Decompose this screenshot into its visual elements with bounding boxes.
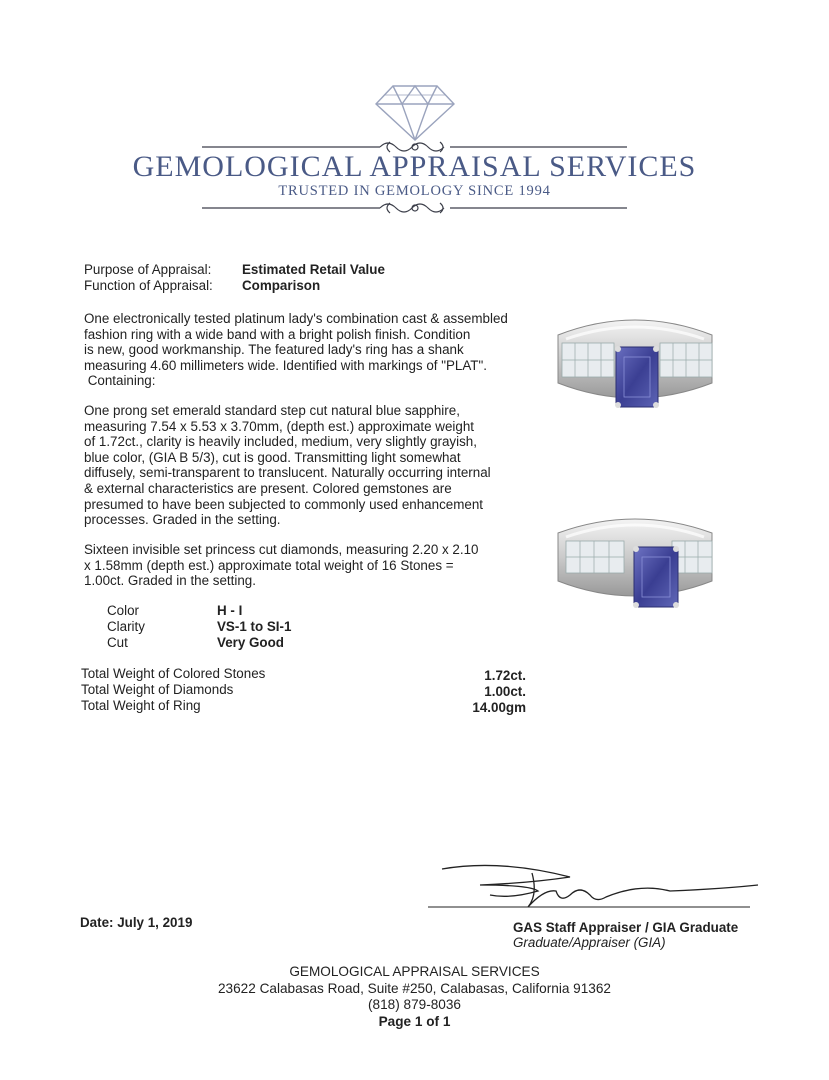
grade-value-clarity: VS-1 to SI-1 — [217, 619, 292, 634]
total-label-ring: Total Weight of Ring — [81, 698, 201, 713]
text-line: is new, good workmanship. The featured lady's ring has a shank — [84, 342, 464, 358]
text-line: processes. Graded in the setting. — [84, 512, 281, 528]
total-value-ring: 14.00gm — [472, 700, 526, 715]
appraisal-date: Date: July 1, 2019 — [80, 915, 193, 930]
page-number: Page 1 of 1 — [378, 1014, 451, 1029]
text-line: Containing: — [84, 373, 156, 389]
text-line: One prong set emerald standard step cut natural blue sapphire, — [84, 403, 460, 418]
total-label-colored-stones: Total Weight of Colored Stones — [81, 666, 266, 681]
description-paragraph-ring — [84, 311, 524, 389]
ring-photo-bottom — [552, 505, 718, 615]
footer-company: GEMOLOGICAL APPRAISAL SERVICES — [289, 964, 540, 979]
text-line: measuring 4.60 millimeters wide. Identified with markings of "PLAT". — [84, 357, 487, 373]
text-line: 1.00ct. Graded in the setting. — [84, 573, 256, 589]
scroll-ornament-icon — [202, 203, 627, 213]
grade-label-cut: Cut — [107, 635, 128, 650]
text-line: Sixteen invisible set princess cut diamonds, measuring 2.20 x 2.10 — [84, 542, 479, 557]
appraiser-subtitle: Graduate/Appraiser (GIA) — [513, 935, 666, 950]
grade-value-color: H - I — [217, 603, 243, 618]
grade-label-color: Color — [107, 603, 139, 618]
function-label: Function of Appraisal: — [84, 278, 213, 293]
text-line: x 1.58mm (depth est.) approximate total weight of 16 Stones = — [84, 557, 454, 573]
description-paragraph-sapphire — [84, 403, 524, 528]
purpose-label: Purpose of Appraisal: — [84, 262, 212, 277]
footer-phone: (818) 879-8036 — [368, 997, 461, 1012]
text-line: of 1.72ct., clarity is heavily included, medium, very slightly grayish, — [84, 434, 477, 450]
description-paragraph-diamonds — [84, 542, 524, 589]
footer-address: 23622 Calabasas Road, Suite #250, Calabasas, California 91362 — [218, 981, 611, 996]
total-value-colored-stones: 1.72ct. — [484, 668, 526, 683]
appraiser-title: GAS Staff Appraiser / GIA Graduate — [513, 920, 739, 935]
text-line: diffusely, semi-transparent to translucent. Naturally occurring internal — [84, 465, 491, 481]
text-line: presumed to have been subjected to commonly used enhancement — [84, 496, 483, 512]
text-line: & external characteristics are present. Colored gemstones are — [84, 480, 452, 496]
total-value-diamonds: 1.00ct. — [484, 684, 526, 699]
text-line: One electronically tested platinum lady's combination cast & assembled — [84, 311, 508, 326]
function-value: Comparison — [242, 278, 321, 293]
diamond-logo-icon — [376, 86, 454, 140]
company-name: GEMOLOGICAL APPRAISAL SERVICES — [132, 150, 697, 183]
grade-value-cut: Very Good — [217, 635, 284, 650]
signature-scribble — [420, 855, 760, 915]
text-line: blue color, (GIA B 5/3), cut is good. Transmitting light somewhat — [84, 449, 461, 465]
total-label-diamonds: Total Weight of Diamonds — [81, 682, 234, 697]
company-tagline: TRUSTED IN GEMOLOGY SINCE 1994 — [278, 183, 551, 199]
purpose-value: Estimated Retail Value — [242, 262, 385, 277]
text-line: fashion ring with a wide band with a bright polish finish. Condition — [84, 326, 471, 342]
ring-photo-top — [552, 305, 718, 415]
grade-label-clarity: Clarity — [107, 619, 145, 634]
text-line: measuring 7.54 x 5.53 x 3.70mm, (depth est.) approximate weight — [84, 418, 475, 434]
